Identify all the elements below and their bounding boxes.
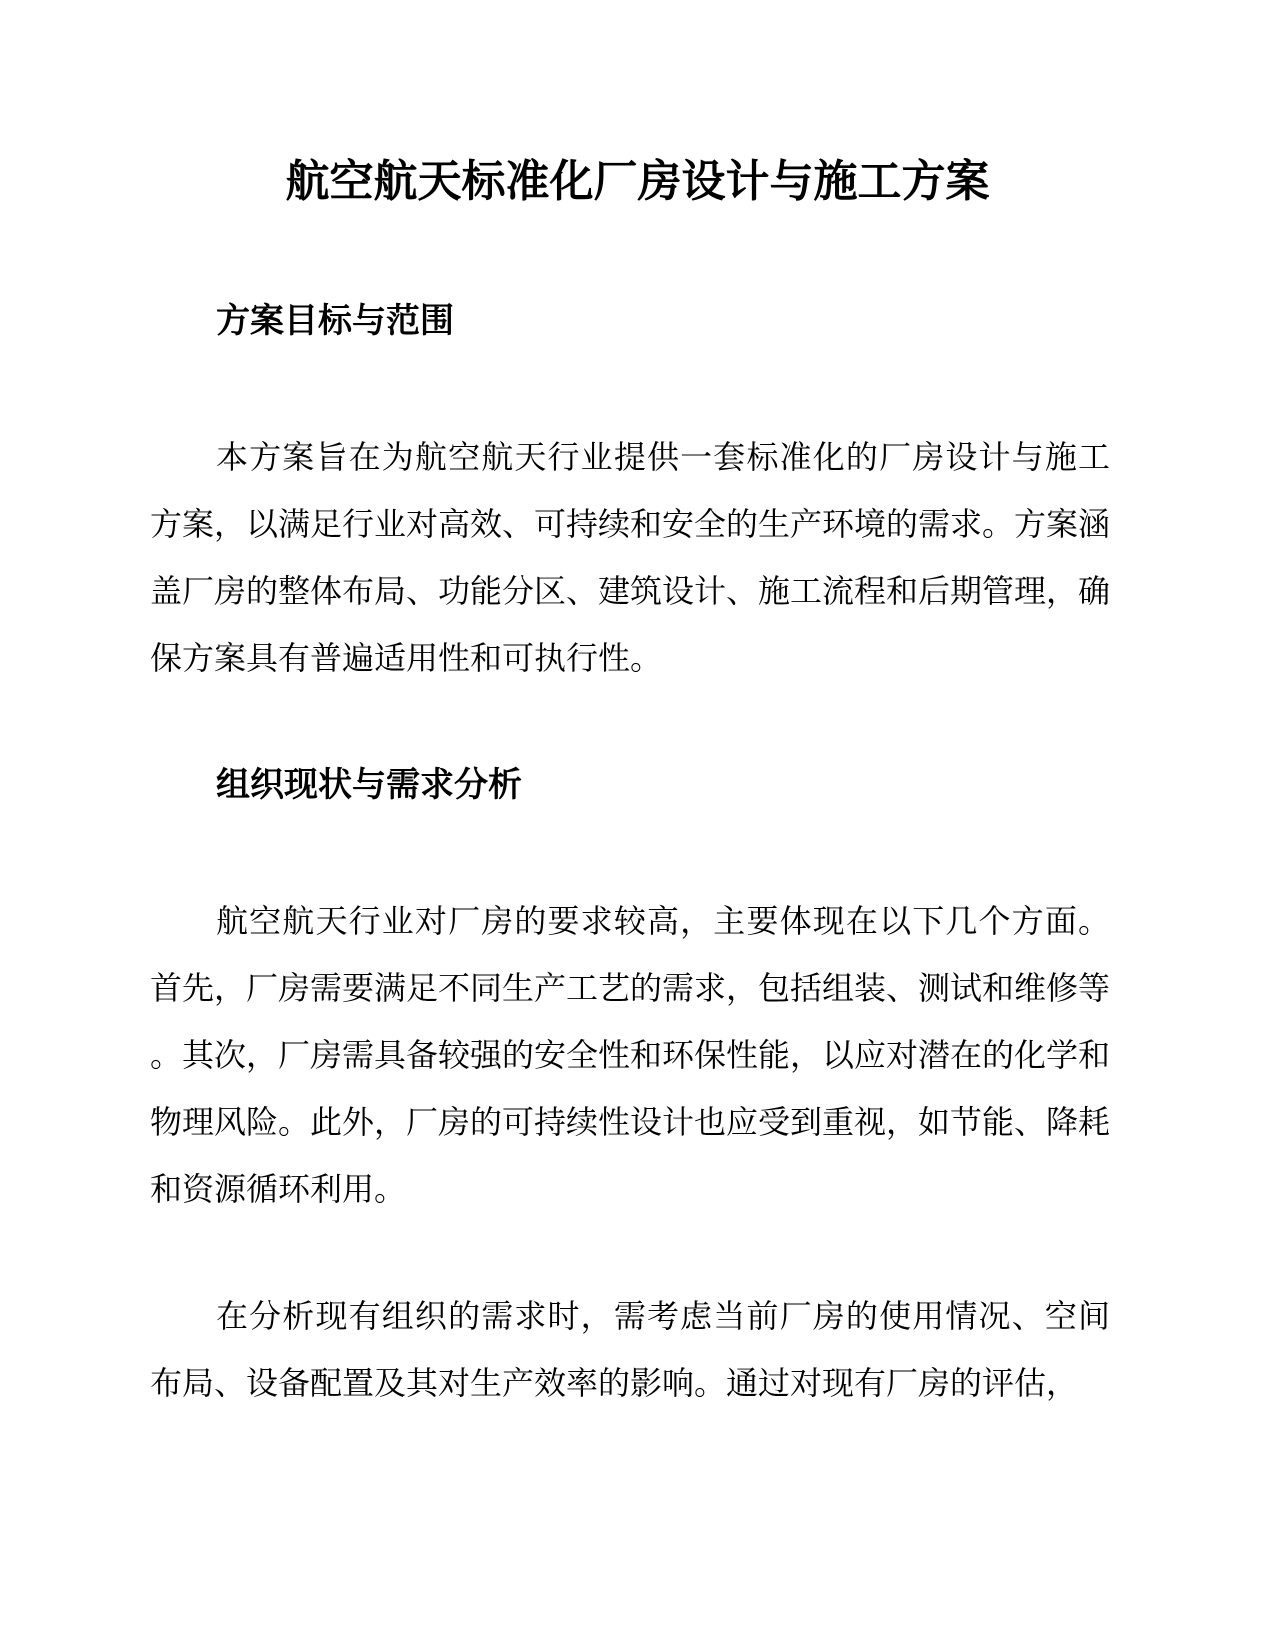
section-heading-status-needs: 组织现状与需求分析 bbox=[216, 765, 522, 805]
paragraph-industry-requirements: 航空航天行业对厂房的要求较高，主要体现在以下几个方面。首先，厂房需要满足不同生产工艺的需求，包括组装、测试和维修等。其次，厂房需具备较强的安全性和环保性能，以应对潜在的化学和物理风险。此外，厂房的可持续性设计也应受到重视，如节能、降耗和资源循环利用。 bbox=[150, 902, 1111, 1208]
document-title: 航空航天标准化厂房设计与施工方案 bbox=[285, 156, 990, 207]
paragraph-needs-analysis: 在分析现有组织的需求时，需考虑当前厂房的使用情况、空间布局、设备配置及其对生产效率的影响。通过对现有厂房的评估， bbox=[150, 1297, 1110, 1402]
paragraph-goals-scope: 本方案旨在为航空航天行业提供一套标准化的厂房设计与施工方案，以满足行业对高效、可持续和安全的生产环境的需求。方案涵盖厂房的整体布局、功能分区、建筑设计、施工流程和后期管理，确保方案具有普遍适用性和可执行性。 bbox=[150, 438, 1111, 677]
section-heading-goals-scope: 方案目标与范围 bbox=[216, 301, 454, 341]
